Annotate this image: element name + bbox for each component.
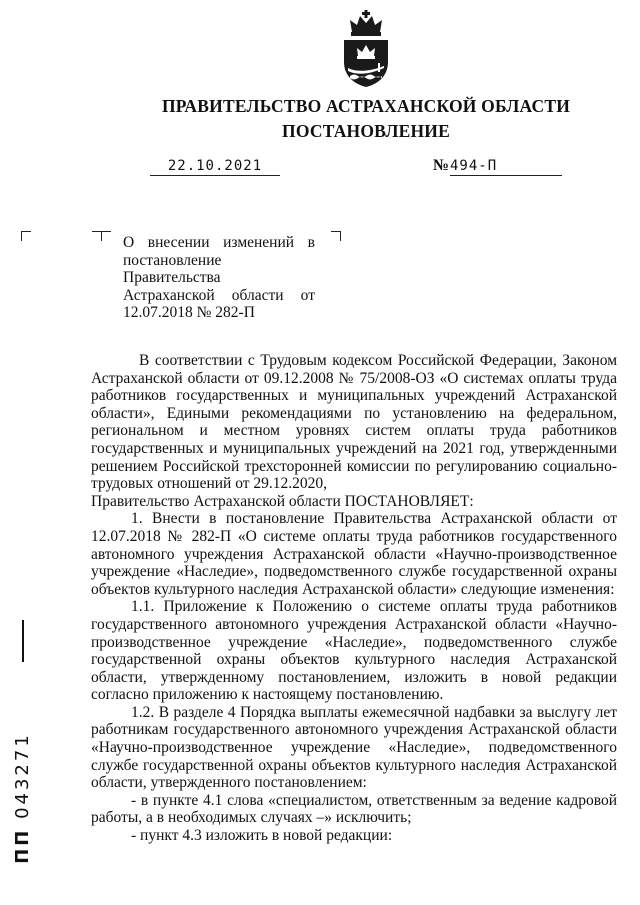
document-body: [91, 352, 617, 845]
clause-1-2-paragraph: 1.2. В разделе 4 Порядка выплаты ежемесячной надбавки за выслугу лет работникам государственного автономного учреждения Астраханской области «Научно-производственное учреждение «Наследие», подведомственного службе государственной охраны объектов культурного наследия Астраханской области, утвержденного постановлением:: [91, 703, 617, 792]
subject-corner-mark: [101, 231, 111, 241]
serial-digits: 043271: [12, 732, 33, 819]
document-date: 22.10.2021: [150, 158, 280, 176]
margin-corner-mark: [21, 231, 31, 241]
number-sign: №: [433, 157, 450, 174]
clause-1-paragraph: 1. Внести в постановление Правительства Астраханской области от 12.07.2018 № 282-П «О системе оплаты труда работников государственного автономного учреждения Астраханской области «Научно-производственное учреждение «Наследие», подведомственного службе государственной охраны объектов культурного наследия Астраханской области» следующие изменения:: [91, 510, 617, 598]
form-serial-number: [12, 718, 38, 878]
subject-corner-mark: [331, 231, 341, 241]
clause-list-item: - пункт 4.3 изложить в новой редакции:: [131, 827, 393, 845]
government-title: ПРАВИТЕЛЬСТВО АСТРАХАНСКОЙ ОБЛАСТИ: [161, 96, 571, 116]
document-number: 494-П: [450, 158, 562, 176]
resolution-line: Правительство Астраханской области ПОСТАНОВЛЯЕТ:: [91, 492, 474, 510]
margin-bar: [22, 620, 24, 662]
clause-list-item: - в пункте 4.1 слова «специалистом, ответственным за ведение кадровой работы, а в необходимых случаях –» исключить;: [91, 791, 617, 827]
preamble-paragraph: В соответствии с Трудовым кодексом Российской Федерации, Законом Астраханской области от 09.12.2008 № 75/2008-ОЗ «О системах оплаты труда работников государственных и муниципальных учреждений Астраханской области», Едиными рекомендациями по установлению на федеральном, региональном и местном уровнях систем оплаты труда работников государственных и муниципальных учреждений на 2021 год, утвержденными решением Российской трехсторонней комиссии по регулированию социально-трудовых отношений от 29.12.2020,: [91, 352, 617, 493]
document-subject: О внесении изменений в постановление Правительства Астраханской области от 12.07.2018 № 282-П: [123, 234, 315, 321]
clause-1-1-paragraph: 1.1. Приложение к Положению о системе оплаты труда работников государственного автономного учреждения Астраханской области «Научно-производственное учреждение «Наследие», подведомственного службе государственной охраны объектов культурного наследия Астраханской области, утвержденному постановлением, изложить в новой редакции согласно приложению к настоящему постановлению.: [91, 598, 617, 704]
coat-of-arms-icon: [338, 10, 394, 88]
serial-prefix: ПП: [12, 827, 33, 864]
document-type-title: ПОСТАНОВЛЕНИЕ: [282, 121, 450, 141]
